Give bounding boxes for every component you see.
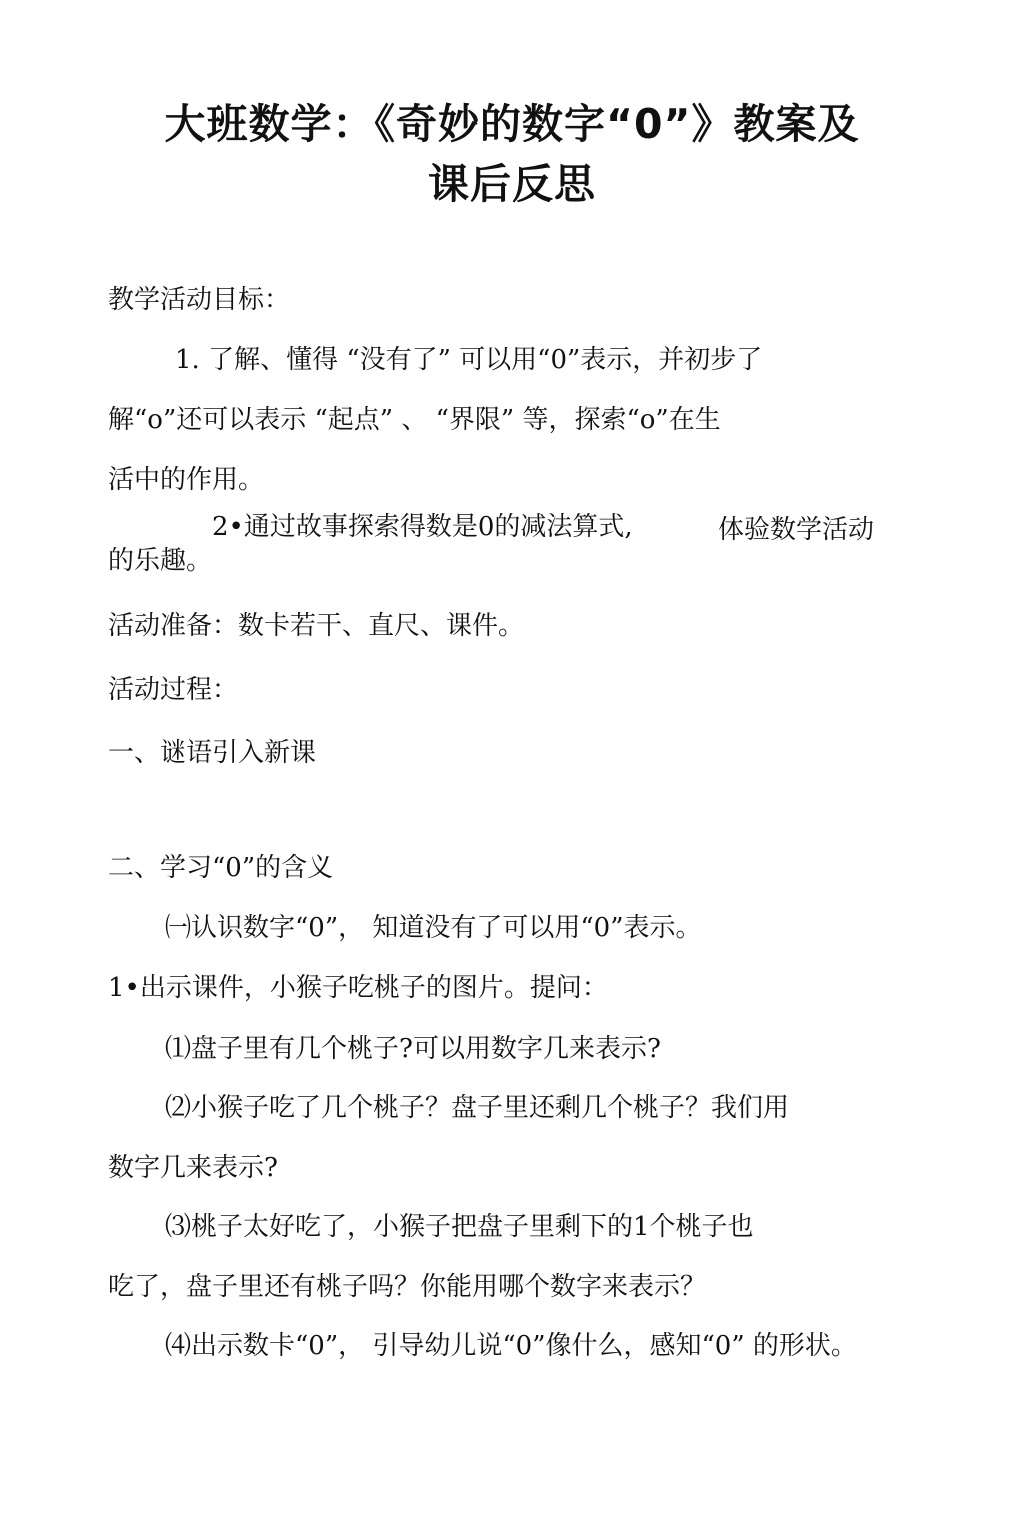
question-2-line-2: 数字几来表示?	[108, 1153, 278, 1183]
goal-1-line-2: 解“o”还可以表示 “起点” 、 “界限” 等，探索“o”在生	[108, 405, 721, 435]
subsection-1-heading: ㈠认识数字“0”， 知道没有了可以用“0”表示。	[165, 913, 702, 943]
document-title-line-2: 课后反思	[428, 160, 596, 208]
question-2-line-1: ⑵小猴子吃了几个桃子？盘子里还剩几个桃子？我们用	[165, 1093, 790, 1123]
section-2-heading: 二、学习“0”的含义	[108, 853, 334, 883]
goal-1-line-3: 活中的作用。	[108, 465, 265, 495]
goal-2-line-1-part-2: 体验数学活动	[718, 515, 875, 545]
question-1: ⑴盘子里有几个桃子?可以用数字几来表示?	[165, 1034, 661, 1064]
step-1: 1•出示课件，小猴子吃桃子的图片。提问：	[108, 973, 608, 1003]
goals-heading: 教学活动目标：	[108, 285, 291, 315]
question-4: ⑷出示数卡“0”， 引导幼儿说“0”像什么，感知“0” 的形状。	[165, 1331, 857, 1361]
goal-1-line-1: 1. 了解、懂得 “没有了” 可以用“0”表示，并初步了	[175, 345, 763, 375]
question-3-line-1: ⑶桃子太好吃了，小猴子把盘子里剩下的1个桃子也	[165, 1212, 754, 1242]
activity-preparation: 活动准备：数卡若干、直尺、课件。	[108, 611, 525, 641]
document-title-line-1: 大班数学：《奇妙的数字“0”》教案及	[164, 100, 860, 148]
section-1-heading: 一、谜语引入新课	[108, 738, 317, 768]
goal-2-line-1-part-1: 2•通过故事探索得数是0的减法算式,	[212, 512, 633, 542]
question-3-line-2: 吃了，盘子里还有桃子吗？你能用哪个数字来表示？	[108, 1272, 707, 1302]
goal-2-line-2: 的乐趣。	[108, 546, 213, 576]
process-heading: 活动过程：	[108, 675, 239, 705]
